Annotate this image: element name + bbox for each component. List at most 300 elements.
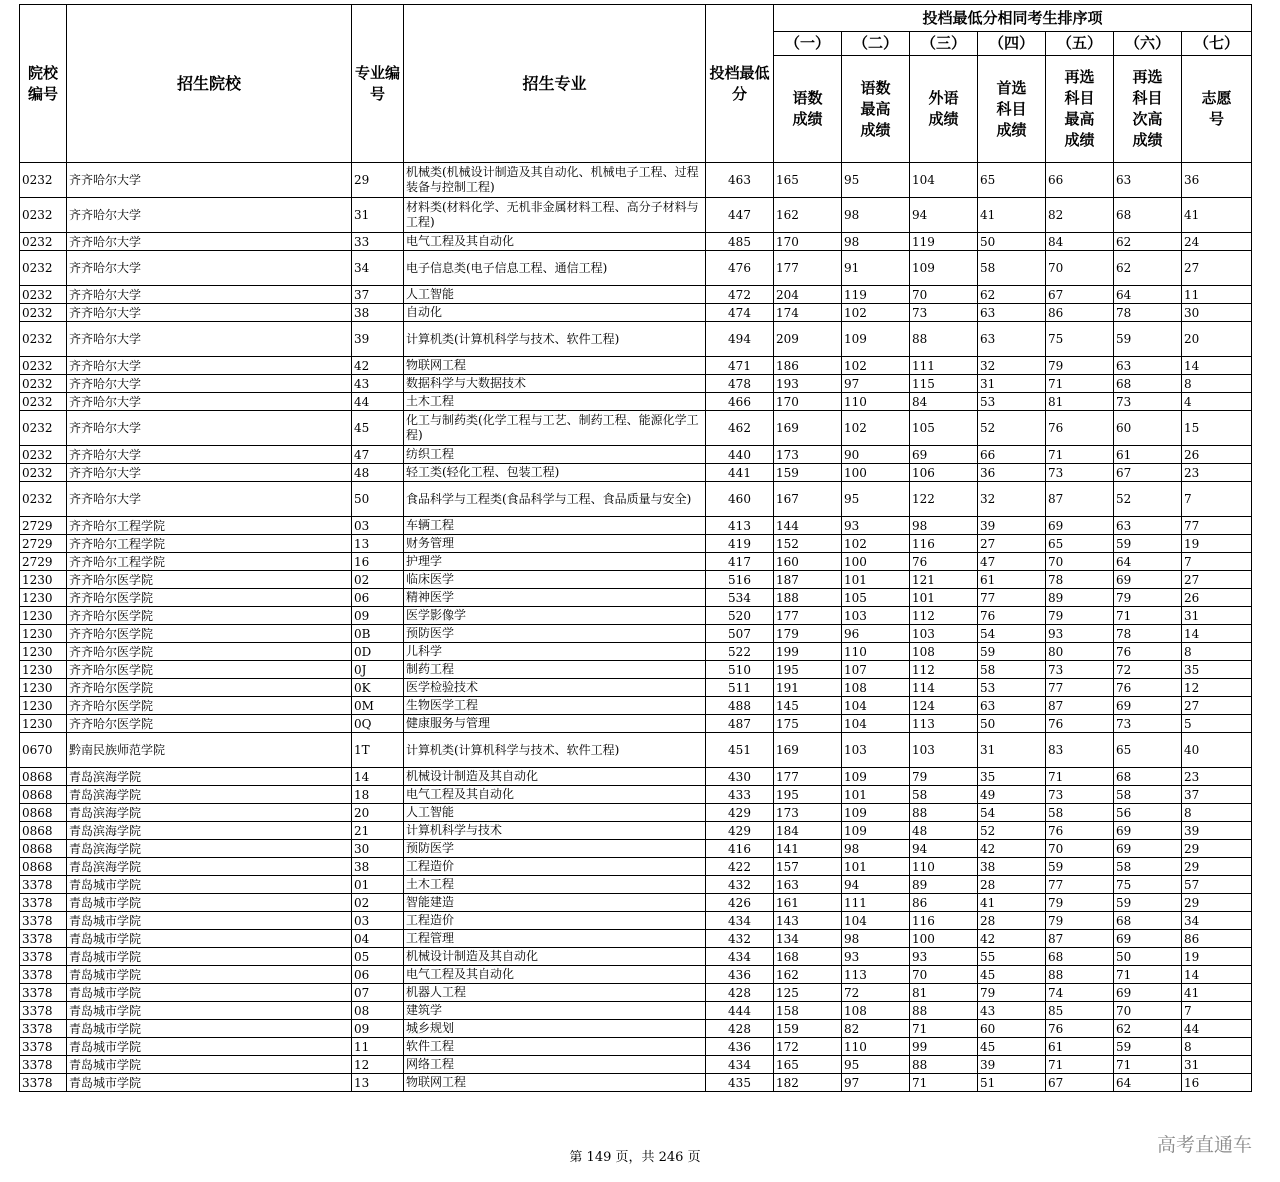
cell-school-code: 0232 <box>20 446 67 464</box>
cell-major-code: 11 <box>352 1038 404 1056</box>
table-row <box>20 286 1252 304</box>
header-tie-break-num: （六） <box>1114 32 1182 56</box>
cell-score-2: 102 <box>842 411 910 446</box>
cell-score-3: 86 <box>910 894 978 912</box>
cell-score-5: 65 <box>1046 535 1114 553</box>
cell-score-5: 73 <box>1046 464 1114 482</box>
cell-min-score: 487 <box>706 715 774 733</box>
cell-score-4: 50 <box>978 715 1046 733</box>
cell-school-name: 青岛城市学院 <box>67 966 352 984</box>
cell-score-3: 109 <box>910 251 978 286</box>
cell-score-7: 16 <box>1182 1074 1252 1092</box>
cell-major-code: 01 <box>352 876 404 894</box>
cell-major-code: 13 <box>352 535 404 553</box>
cell-score-1: 161 <box>774 894 842 912</box>
cell-score-5: 81 <box>1046 393 1114 411</box>
cell-score-2: 103 <box>842 733 910 768</box>
cell-score-7: 8 <box>1182 1038 1252 1056</box>
cell-score-1: 173 <box>774 804 842 822</box>
cell-score-6: 59 <box>1114 535 1182 553</box>
cell-score-5: 77 <box>1046 876 1114 894</box>
cell-score-1: 143 <box>774 912 842 930</box>
admission-table <box>19 4 1252 1092</box>
cell-school-name: 齐齐哈尔大学 <box>67 198 352 233</box>
table-row <box>20 357 1252 375</box>
cell-min-score: 441 <box>706 464 774 482</box>
cell-score-3: 111 <box>910 357 978 375</box>
cell-min-score: 434 <box>706 912 774 930</box>
cell-score-6: 56 <box>1114 804 1182 822</box>
cell-score-6: 78 <box>1114 625 1182 643</box>
cell-min-score: 488 <box>706 697 774 715</box>
cell-score-7: 8 <box>1182 643 1252 661</box>
cell-major-code: 43 <box>352 375 404 393</box>
cell-score-7: 57 <box>1182 876 1252 894</box>
cell-major-name: 计算机类(计算机科学与技术、软件工程) <box>404 322 706 357</box>
cell-major-code: 05 <box>352 948 404 966</box>
cell-school-name: 青岛城市学院 <box>67 876 352 894</box>
cell-score-3: 116 <box>910 535 978 553</box>
table-row <box>20 661 1252 679</box>
cell-score-6: 59 <box>1114 894 1182 912</box>
table-row <box>20 966 1252 984</box>
cell-min-score: 451 <box>706 733 774 768</box>
cell-score-3: 71 <box>910 1020 978 1038</box>
cell-score-1: 195 <box>774 786 842 804</box>
cell-school-code: 0232 <box>20 163 67 198</box>
cell-score-4: 63 <box>978 322 1046 357</box>
cell-min-score: 516 <box>706 571 774 589</box>
cell-school-name: 齐齐哈尔大学 <box>67 233 352 251</box>
cell-major-code: 1T <box>352 733 404 768</box>
cell-score-1: 186 <box>774 357 842 375</box>
cell-score-1: 163 <box>774 876 842 894</box>
cell-score-2: 108 <box>842 1002 910 1020</box>
cell-score-3: 103 <box>910 625 978 643</box>
table-row <box>20 1020 1252 1038</box>
cell-major-name: 机械设计制造及其自动化 <box>404 948 706 966</box>
cell-score-5: 76 <box>1046 1020 1114 1038</box>
cell-score-3: 94 <box>910 198 978 233</box>
cell-score-2: 98 <box>842 233 910 251</box>
cell-major-code: 03 <box>352 517 404 535</box>
cell-score-4: 58 <box>978 661 1046 679</box>
cell-major-name: 自动化 <box>404 304 706 322</box>
cell-school-name: 青岛滨海学院 <box>67 768 352 786</box>
cell-score-1: 170 <box>774 233 842 251</box>
cell-major-name: 医学影像学 <box>404 607 706 625</box>
cell-score-4: 32 <box>978 482 1046 517</box>
cell-score-5: 69 <box>1046 517 1114 535</box>
cell-score-5: 87 <box>1046 482 1114 517</box>
table-row <box>20 198 1252 233</box>
cell-school-name: 青岛城市学院 <box>67 912 352 930</box>
header-tie-break-label: 语数最高成绩 <box>842 56 910 163</box>
cell-min-score: 494 <box>706 322 774 357</box>
cell-score-4: 60 <box>978 1020 1046 1038</box>
cell-score-5: 74 <box>1046 984 1114 1002</box>
cell-major-name: 车辆工程 <box>404 517 706 535</box>
header-min-score: 投档最低分 <box>706 5 774 163</box>
header-school-code: 院校编号 <box>20 5 67 163</box>
cell-min-score: 422 <box>706 858 774 876</box>
cell-score-7: 14 <box>1182 625 1252 643</box>
cell-score-4: 28 <box>978 876 1046 894</box>
cell-score-3: 73 <box>910 304 978 322</box>
header-major-code: 专业编号 <box>352 5 404 163</box>
cell-score-3: 58 <box>910 786 978 804</box>
cell-score-6: 68 <box>1114 912 1182 930</box>
cell-score-1: 165 <box>774 163 842 198</box>
cell-school-name: 齐齐哈尔大学 <box>67 357 352 375</box>
cell-score-5: 67 <box>1046 1074 1114 1092</box>
cell-score-7: 77 <box>1182 517 1252 535</box>
cell-score-3: 119 <box>910 233 978 251</box>
table-row <box>20 1074 1252 1092</box>
cell-school-code: 0868 <box>20 840 67 858</box>
cell-score-5: 76 <box>1046 411 1114 446</box>
cell-min-score: 429 <box>706 804 774 822</box>
cell-score-6: 76 <box>1114 643 1182 661</box>
cell-score-6: 61 <box>1114 446 1182 464</box>
cell-score-3: 115 <box>910 375 978 393</box>
table-header <box>20 5 1252 163</box>
cell-score-1: 145 <box>774 697 842 715</box>
cell-score-5: 84 <box>1046 233 1114 251</box>
cell-score-7: 24 <box>1182 233 1252 251</box>
cell-major-name: 医学检验技术 <box>404 679 706 697</box>
cell-score-1: 159 <box>774 1020 842 1038</box>
cell-major-name: 生物医学工程 <box>404 697 706 715</box>
cell-min-score: 447 <box>706 198 774 233</box>
cell-score-7: 30 <box>1182 304 1252 322</box>
table-row <box>20 786 1252 804</box>
cell-score-1: 177 <box>774 607 842 625</box>
cell-score-2: 102 <box>842 535 910 553</box>
cell-school-name: 青岛城市学院 <box>67 984 352 1002</box>
cell-min-score: 471 <box>706 357 774 375</box>
cell-school-name: 齐齐哈尔大学 <box>67 304 352 322</box>
cell-score-7: 26 <box>1182 446 1252 464</box>
cell-score-2: 104 <box>842 912 910 930</box>
cell-school-name: 齐齐哈尔大学 <box>67 393 352 411</box>
cell-school-name: 黔南民族师范学院 <box>67 733 352 768</box>
cell-score-3: 112 <box>910 661 978 679</box>
cell-score-7: 27 <box>1182 697 1252 715</box>
cell-score-7: 31 <box>1182 1056 1252 1074</box>
cell-major-code: 21 <box>352 822 404 840</box>
cell-score-5: 61 <box>1046 1038 1114 1056</box>
cell-score-1: 157 <box>774 858 842 876</box>
cell-score-4: 31 <box>978 733 1046 768</box>
table-row <box>20 840 1252 858</box>
cell-score-6: 50 <box>1114 948 1182 966</box>
cell-score-3: 93 <box>910 948 978 966</box>
header-tie-break-num: （四） <box>978 32 1046 56</box>
cell-score-7: 37 <box>1182 786 1252 804</box>
cell-score-5: 83 <box>1046 733 1114 768</box>
cell-score-1: 177 <box>774 768 842 786</box>
cell-score-6: 71 <box>1114 966 1182 984</box>
cell-score-6: 52 <box>1114 482 1182 517</box>
cell-major-code: 38 <box>352 858 404 876</box>
cell-score-1: 195 <box>774 661 842 679</box>
cell-score-4: 31 <box>978 375 1046 393</box>
cell-score-2: 102 <box>842 304 910 322</box>
cell-score-7: 41 <box>1182 198 1252 233</box>
table-row <box>20 553 1252 571</box>
table-row <box>20 948 1252 966</box>
cell-major-name: 人工智能 <box>404 286 706 304</box>
table-row <box>20 733 1252 768</box>
cell-score-5: 71 <box>1046 375 1114 393</box>
cell-score-4: 32 <box>978 357 1046 375</box>
cell-score-7: 5 <box>1182 715 1252 733</box>
cell-score-7: 19 <box>1182 535 1252 553</box>
cell-school-code: 1230 <box>20 589 67 607</box>
header-tie-break-num: （三） <box>910 32 978 56</box>
table-row <box>20 625 1252 643</box>
cell-school-code: 3378 <box>20 1020 67 1038</box>
cell-score-3: 76 <box>910 553 978 571</box>
cell-score-3: 124 <box>910 697 978 715</box>
cell-score-3: 103 <box>910 733 978 768</box>
cell-school-name: 青岛滨海学院 <box>67 840 352 858</box>
cell-score-4: 38 <box>978 858 1046 876</box>
cell-score-2: 95 <box>842 1056 910 1074</box>
cell-major-code: 45 <box>352 411 404 446</box>
table-row <box>20 912 1252 930</box>
cell-school-code: 0868 <box>20 858 67 876</box>
table-row <box>20 930 1252 948</box>
cell-school-code: 3378 <box>20 1056 67 1074</box>
cell-score-6: 70 <box>1114 1002 1182 1020</box>
cell-school-code: 3378 <box>20 876 67 894</box>
cell-school-name: 青岛城市学院 <box>67 1020 352 1038</box>
cell-school-code: 0232 <box>20 198 67 233</box>
cell-score-2: 93 <box>842 517 910 535</box>
cell-score-7: 20 <box>1182 322 1252 357</box>
cell-score-4: 45 <box>978 966 1046 984</box>
cell-major-name: 电子信息类(电子信息工程、通信工程) <box>404 251 706 286</box>
cell-score-7: 39 <box>1182 822 1252 840</box>
cell-score-5: 87 <box>1046 930 1114 948</box>
cell-major-name: 纺织工程 <box>404 446 706 464</box>
cell-major-code: 20 <box>352 804 404 822</box>
cell-score-2: 95 <box>842 482 910 517</box>
cell-school-code: 0232 <box>20 393 67 411</box>
cell-score-2: 97 <box>842 375 910 393</box>
cell-min-score: 413 <box>706 517 774 535</box>
cell-score-7: 27 <box>1182 571 1252 589</box>
cell-score-5: 80 <box>1046 643 1114 661</box>
table-row <box>20 984 1252 1002</box>
cell-score-4: 41 <box>978 894 1046 912</box>
cell-major-code: 44 <box>352 393 404 411</box>
cell-school-name: 齐齐哈尔大学 <box>67 446 352 464</box>
cell-score-5: 67 <box>1046 286 1114 304</box>
cell-major-name: 电气工程及其自动化 <box>404 233 706 251</box>
cell-score-1: 188 <box>774 589 842 607</box>
cell-score-3: 98 <box>910 517 978 535</box>
cell-score-3: 89 <box>910 876 978 894</box>
cell-school-code: 1230 <box>20 607 67 625</box>
table-row <box>20 822 1252 840</box>
cell-score-2: 91 <box>842 251 910 286</box>
cell-school-code: 1230 <box>20 715 67 733</box>
cell-score-7: 14 <box>1182 966 1252 984</box>
cell-score-3: 88 <box>910 804 978 822</box>
cell-score-2: 100 <box>842 553 910 571</box>
cell-major-name: 精神医学 <box>404 589 706 607</box>
cell-score-2: 101 <box>842 786 910 804</box>
cell-score-1: 134 <box>774 930 842 948</box>
cell-school-code: 3378 <box>20 1002 67 1020</box>
cell-score-5: 59 <box>1046 858 1114 876</box>
cell-major-name: 机器人工程 <box>404 984 706 1002</box>
cell-major-code: 09 <box>352 607 404 625</box>
cell-score-2: 110 <box>842 643 910 661</box>
cell-min-score: 417 <box>706 553 774 571</box>
cell-score-2: 103 <box>842 607 910 625</box>
cell-major-code: 14 <box>352 768 404 786</box>
cell-school-code: 2729 <box>20 535 67 553</box>
cell-score-1: 175 <box>774 715 842 733</box>
cell-score-6: 59 <box>1114 322 1182 357</box>
cell-major-code: 16 <box>352 553 404 571</box>
cell-school-code: 0868 <box>20 768 67 786</box>
cell-score-3: 99 <box>910 1038 978 1056</box>
cell-score-1: 165 <box>774 1056 842 1074</box>
cell-min-score: 510 <box>706 661 774 679</box>
cell-score-5: 70 <box>1046 251 1114 286</box>
cell-score-5: 76 <box>1046 715 1114 733</box>
cell-score-3: 105 <box>910 411 978 446</box>
cell-score-3: 104 <box>910 163 978 198</box>
table-row <box>20 163 1252 198</box>
cell-score-4: 52 <box>978 411 1046 446</box>
cell-major-code: 50 <box>352 482 404 517</box>
cell-score-4: 28 <box>978 912 1046 930</box>
cell-score-5: 76 <box>1046 822 1114 840</box>
cell-school-code: 0670 <box>20 733 67 768</box>
cell-score-1: 199 <box>774 643 842 661</box>
cell-major-code: 0J <box>352 661 404 679</box>
cell-score-5: 78 <box>1046 571 1114 589</box>
cell-score-6: 59 <box>1114 1038 1182 1056</box>
cell-min-score: 429 <box>706 822 774 840</box>
cell-score-5: 71 <box>1046 446 1114 464</box>
cell-school-code: 1230 <box>20 643 67 661</box>
cell-major-code: 48 <box>352 464 404 482</box>
cell-score-7: 8 <box>1182 804 1252 822</box>
cell-score-2: 82 <box>842 1020 910 1038</box>
cell-score-4: 61 <box>978 571 1046 589</box>
table-row <box>20 804 1252 822</box>
cell-score-4: 66 <box>978 446 1046 464</box>
cell-school-code: 1230 <box>20 679 67 697</box>
cell-score-4: 43 <box>978 1002 1046 1020</box>
cell-score-1: 182 <box>774 1074 842 1092</box>
table-row <box>20 464 1252 482</box>
header-tie-break-label: 再选科目最高成绩 <box>1046 56 1114 163</box>
table-row <box>20 304 1252 322</box>
cell-score-3: 48 <box>910 822 978 840</box>
cell-score-1: 172 <box>774 1038 842 1056</box>
cell-score-5: 70 <box>1046 553 1114 571</box>
cell-score-3: 101 <box>910 589 978 607</box>
cell-score-3: 114 <box>910 679 978 697</box>
cell-major-name: 机械设计制造及其自动化 <box>404 768 706 786</box>
cell-score-4: 77 <box>978 589 1046 607</box>
cell-score-7: 7 <box>1182 553 1252 571</box>
cell-score-2: 109 <box>842 768 910 786</box>
cell-school-name: 齐齐哈尔医学院 <box>67 661 352 679</box>
cell-score-6: 63 <box>1114 517 1182 535</box>
cell-score-7: 34 <box>1182 912 1252 930</box>
cell-score-6: 72 <box>1114 661 1182 679</box>
cell-score-6: 69 <box>1114 984 1182 1002</box>
cell-score-2: 110 <box>842 393 910 411</box>
cell-score-3: 84 <box>910 393 978 411</box>
cell-score-3: 94 <box>910 840 978 858</box>
table-row <box>20 411 1252 446</box>
cell-school-name: 齐齐哈尔工程学院 <box>67 535 352 553</box>
cell-school-code: 3378 <box>20 948 67 966</box>
cell-score-7: 29 <box>1182 840 1252 858</box>
cell-major-name: 预防医学 <box>404 840 706 858</box>
cell-school-name: 齐齐哈尔大学 <box>67 163 352 198</box>
cell-major-code: 06 <box>352 589 404 607</box>
cell-major-name: 电气工程及其自动化 <box>404 786 706 804</box>
cell-min-score: 416 <box>706 840 774 858</box>
cell-score-1: 191 <box>774 679 842 697</box>
cell-major-code: 0B <box>352 625 404 643</box>
cell-score-5: 79 <box>1046 607 1114 625</box>
cell-major-name: 轻工类(轻化工程、包装工程) <box>404 464 706 482</box>
header-school-name: 招生院校 <box>67 5 352 163</box>
table-row <box>20 482 1252 517</box>
table-row <box>20 233 1252 251</box>
cell-score-2: 102 <box>842 357 910 375</box>
cell-major-name: 电气工程及其自动化 <box>404 966 706 984</box>
table-body <box>20 163 1252 1092</box>
cell-score-2: 98 <box>842 840 910 858</box>
cell-score-1: 159 <box>774 464 842 482</box>
cell-school-code: 0232 <box>20 233 67 251</box>
cell-score-2: 90 <box>842 446 910 464</box>
cell-score-4: 59 <box>978 643 1046 661</box>
cell-major-code: 39 <box>352 322 404 357</box>
cell-score-5: 85 <box>1046 1002 1114 1020</box>
cell-score-6: 62 <box>1114 251 1182 286</box>
cell-major-code: 0M <box>352 697 404 715</box>
cell-min-score: 485 <box>706 233 774 251</box>
cell-score-3: 88 <box>910 1002 978 1020</box>
cell-score-2: 104 <box>842 697 910 715</box>
cell-min-score: 436 <box>706 1038 774 1056</box>
table-row <box>20 251 1252 286</box>
cell-major-code: 33 <box>352 233 404 251</box>
cell-score-6: 65 <box>1114 733 1182 768</box>
cell-school-code: 2729 <box>20 517 67 535</box>
cell-school-name: 齐齐哈尔医学院 <box>67 679 352 697</box>
cell-score-7: 26 <box>1182 589 1252 607</box>
cell-score-7: 23 <box>1182 768 1252 786</box>
cell-school-code: 0232 <box>20 322 67 357</box>
cell-score-2: 119 <box>842 286 910 304</box>
cell-major-name: 智能建造 <box>404 894 706 912</box>
